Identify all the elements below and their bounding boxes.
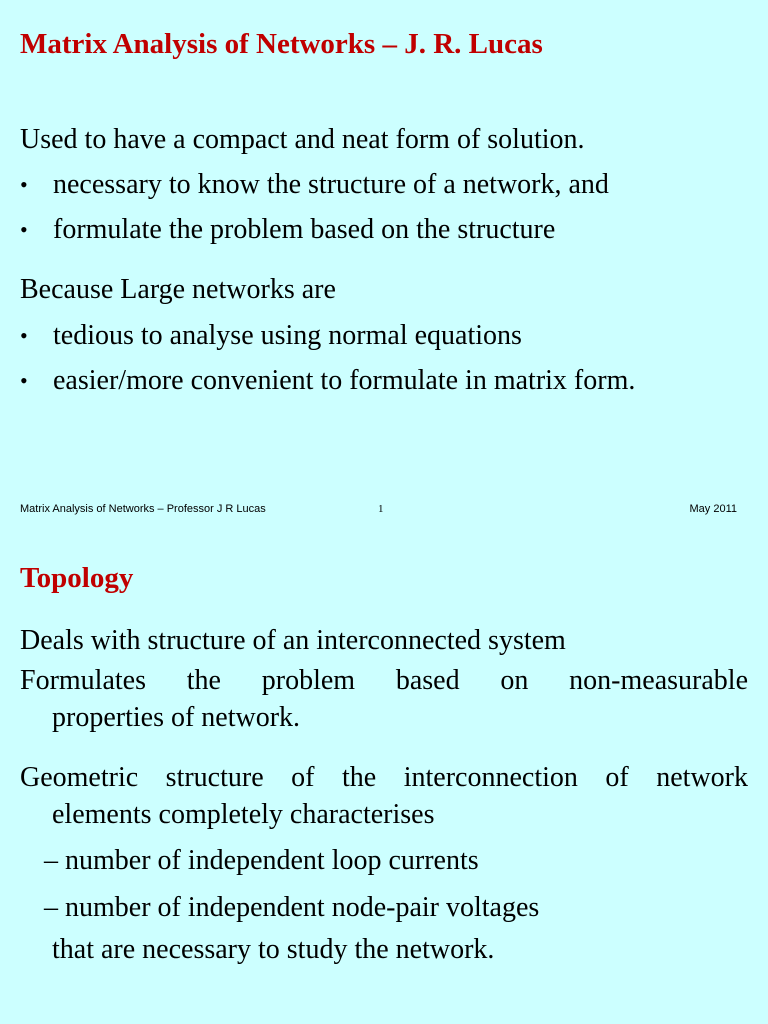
list-item — [20, 319, 522, 353]
list-item-text: necessary to know the structure of a network, and — [53, 169, 609, 200]
page-number: 1 — [378, 503, 384, 515]
footer-title: Matrix Analysis of Networks – Professor J R Lucas — [20, 503, 266, 515]
list-item-text: easier/more convenient to formulate in matrix form. — [53, 365, 636, 396]
slide-title: Matrix Analysis of Networks – J. R. Lucas — [20, 28, 543, 60]
footer-date: May 2011 — [689, 503, 737, 515]
list-item — [20, 364, 635, 398]
bullet-icon: • — [20, 217, 28, 242]
body-line: elements completely characterises — [52, 799, 435, 830]
list-item: – number of independent node-pair voltages — [44, 892, 540, 923]
body-line: Formulates the problem based on non-measurable — [20, 665, 748, 696]
section-lead: Because Large networks are — [20, 274, 336, 305]
bullet-icon: • — [20, 368, 28, 393]
slide-title: Topology — [20, 562, 134, 594]
bullet-icon: • — [20, 172, 28, 197]
bullet-icon: • — [20, 323, 28, 348]
list-item: – number of independent loop currents — [44, 845, 479, 876]
list-item-text: formulate the problem based on the structure — [53, 214, 556, 245]
list-item-text: tedious to analyse using normal equations — [53, 320, 522, 351]
body-line: properties of network. — [52, 702, 301, 733]
intro-text: Used to have a compact and neat form of solution. — [20, 124, 585, 155]
body-line: that are necessary to study the network. — [52, 934, 495, 965]
body-line: Geometric structure of the interconnection of network — [20, 762, 748, 793]
list-item — [20, 168, 609, 202]
body-line: Deals with structure of an interconnected system — [20, 625, 566, 656]
list-item — [20, 213, 555, 247]
slide-2 — [0, 530, 768, 1024]
